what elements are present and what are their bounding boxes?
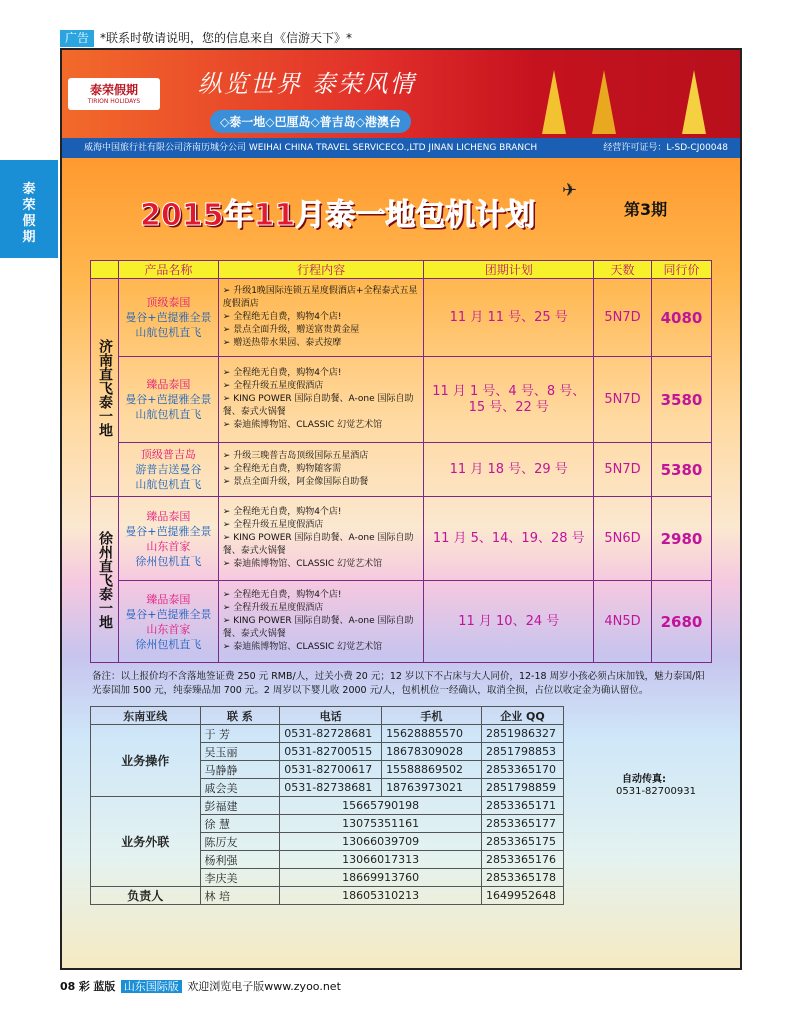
contact-qq: 2853365170	[481, 761, 563, 779]
airplane-icon: ✈	[562, 180, 578, 201]
side-tab-char: 泰	[22, 182, 36, 197]
contact-name: 吴玉丽	[200, 743, 280, 761]
city-label: 徐州直飞泰一地	[91, 497, 119, 663]
table-row	[91, 725, 564, 743]
product-line: 曼谷+芭提雅全景	[125, 311, 212, 324]
product-line: 山航包机直飞	[135, 408, 202, 421]
logo-subtext: TIRION HOLIDAYS	[87, 98, 141, 105]
ad-label: 广告	[60, 30, 94, 47]
schedule: 11 月 18 号、29 号	[424, 443, 594, 497]
blue-label: 蓝版	[93, 980, 116, 993]
table-row	[91, 357, 712, 443]
contact-mobile: 13066017313	[280, 851, 482, 869]
contact-qq: 1649952648	[481, 887, 563, 905]
destinations: ◇泰一地◇巴厘岛◇普吉岛◇港澳台	[210, 110, 411, 133]
contact-name: 彭福建	[200, 797, 280, 815]
itinerary-item: ➢ 全程绝无自费，购物随客需	[223, 463, 420, 476]
contacts-table	[90, 706, 564, 905]
temple-icon	[542, 70, 566, 134]
page-title: 2015年11月泰一地包机计划	[140, 198, 536, 233]
product-line: 徐州包机直飞	[135, 554, 202, 568]
contact-qq: 2851798853	[481, 743, 563, 761]
itinerary-item: ➢ 全程绝无自费，购物4个店!	[223, 311, 420, 324]
color-label: 彩	[78, 980, 90, 993]
table-header	[91, 261, 712, 279]
contact-mobile: 15628885570	[382, 725, 482, 743]
product-line: 曼谷+芭提雅全景	[125, 524, 212, 538]
price: 2980	[652, 497, 712, 581]
contact-qq: 2851798859	[481, 779, 563, 797]
contact-qq: 2853365171	[481, 797, 563, 815]
contact-qq: 2853365177	[481, 815, 563, 833]
contact-tel: 0531-82700617	[280, 761, 382, 779]
product-line: 山航包机直飞	[135, 326, 202, 339]
itinerary-item: ➢ 泰迪熊博物馆、CLASSIC 幻觉艺术馆	[223, 641, 420, 654]
price: 5380	[652, 443, 712, 497]
edition-label: 山东国际版	[121, 980, 182, 993]
contact-qq: 2853365176	[481, 851, 563, 869]
contact-mobile: 15665790198	[280, 797, 482, 815]
side-tab-char: 假	[22, 214, 36, 229]
header-cell: 手机	[382, 707, 482, 725]
side-tab-char: 期	[22, 230, 36, 245]
contact-name: 马静静	[200, 761, 280, 779]
contact-mobile: 18678309028	[382, 743, 482, 761]
itinerary-item: ➢ 全程绝无自费，购物4个店!	[223, 367, 420, 380]
page-number: 08	[60, 980, 76, 993]
product-line: 顶级泰国	[146, 296, 191, 309]
city-label: 济南直飞泰一地	[91, 279, 119, 497]
days: 4N5D	[594, 581, 652, 663]
schedule: 11 月 5、14、19、28 号	[424, 497, 594, 581]
banner	[62, 50, 740, 138]
side-tab-char: 荣	[22, 198, 36, 213]
product-name	[118, 581, 218, 663]
header-cell: 产品名称	[118, 261, 218, 279]
agency-bar	[62, 138, 740, 158]
itinerary-item: ➢ 泰迪熊博物馆、CLASSIC 幻觉艺术馆	[223, 419, 420, 432]
side-tab	[0, 160, 58, 258]
slogan: 纵览世界 泰荣风情	[198, 70, 416, 98]
agency-name: 威海中国旅行社有限公司济南历城分公司 WEIHAI CHINA TRAVEL SERVICECO.,LTD JINAN LICHENG BRANCH	[84, 143, 538, 153]
contact-name: 杨利强	[200, 851, 280, 869]
fax-number: 0531-82700931	[616, 786, 696, 797]
ad-page	[60, 48, 742, 970]
price: 3580	[652, 357, 712, 443]
product-line: 山东首家	[146, 622, 191, 636]
itinerary	[218, 581, 424, 663]
product-line: 曼谷+芭提雅全景	[125, 393, 212, 406]
itinerary-item: ➢ 升级三晚普吉岛顶级国际五星酒店	[223, 450, 420, 463]
schedule: 11 月 1 号、4 号、8 号、15 号、22 号	[424, 357, 594, 443]
days: 5N7D	[594, 279, 652, 357]
itinerary-item: ➢ 泰迪熊博物馆、CLASSIC 幻觉艺术馆	[223, 558, 420, 571]
section-label: 负责人	[91, 887, 201, 905]
contact-name: 李庆美	[200, 869, 280, 887]
contact-mobile: 18669913760	[280, 869, 482, 887]
section-label: 业务操作	[91, 725, 201, 797]
price: 4080	[652, 279, 712, 357]
itinerary	[218, 443, 424, 497]
table-row	[91, 279, 712, 357]
contact-mobile: 13066039709	[280, 833, 482, 851]
itinerary-item: ➢ 全程绝无自费，购物4个店!	[223, 506, 420, 519]
table-row	[91, 443, 712, 497]
days: 5N7D	[594, 357, 652, 443]
table-row	[91, 797, 564, 815]
contact-tel: 0531-82738681	[280, 779, 382, 797]
section-label: 业务外联	[91, 797, 201, 887]
itinerary-item: ➢ 全程升级五星度假酒店	[223, 380, 420, 393]
contact-name: 于 芳	[200, 725, 280, 743]
fax-label: 自动传真:	[622, 774, 666, 785]
itinerary-item: ➢ KING POWER 国际自助餐、A-one 国际自助餐、泰式火锅餐	[223, 615, 420, 641]
product-line: 曼谷+芭提雅全景	[125, 607, 212, 621]
itinerary	[218, 357, 424, 443]
product-line: 臻品泰国	[146, 592, 191, 606]
product-line: 顶级普吉岛	[140, 448, 196, 461]
table-row	[91, 497, 712, 581]
product-name	[118, 279, 218, 357]
contact-mobile: 18605310213	[280, 887, 482, 905]
contact-mobile: 13075351161	[280, 815, 482, 833]
itinerary-item: ➢ 全程升级五星度假酒店	[223, 602, 420, 615]
table-row	[91, 887, 564, 905]
header-cell: 天数	[594, 261, 652, 279]
table-row	[91, 581, 712, 663]
header-cell: 团期计划	[424, 261, 594, 279]
contact-name: 林 培	[200, 887, 280, 905]
contact-mobile: 15588869502	[382, 761, 482, 779]
logo-text: 泰荣假期	[89, 83, 138, 97]
contact-mobile: 18763973021	[382, 779, 482, 797]
temple-icon	[682, 70, 706, 134]
price: 2680	[652, 581, 712, 663]
itinerary-item: ➢ KING POWER 国际自助餐、A-one 国际自助餐、泰式火锅餐	[223, 532, 420, 558]
itinerary-item: ➢ KING POWER 国际自助餐、A-one 国际自助餐、泰式火锅餐	[223, 393, 420, 419]
product-line: 臻品泰国	[146, 509, 191, 523]
itinerary-item: ➢ 全程绝无自费，购物4个店!	[223, 589, 420, 602]
tour-table	[90, 260, 712, 663]
itinerary	[218, 279, 424, 357]
itinerary-item: ➢ 全程升级五星度假酒店	[223, 519, 420, 532]
header-cell: 东南亚线	[91, 707, 201, 725]
header-cell: 同行价	[652, 261, 712, 279]
itinerary-item: ➢ 升级1晚国际连锁五星度假酒店+全程泰式五星度假酒店	[223, 285, 420, 311]
contact-qq: 2851986327	[481, 725, 563, 743]
contact-name: 戚会美	[200, 779, 280, 797]
website-link[interactable]: 欢迎浏览电子版www.zyoo.net	[187, 980, 341, 993]
footer	[60, 976, 742, 998]
product-line: 山航包机直飞	[135, 478, 202, 491]
product-line: 游普吉送曼谷	[135, 463, 202, 476]
contact-qq: 2853365175	[481, 833, 563, 851]
contact-tel: 0531-82728681	[280, 725, 382, 743]
temple-icon	[592, 70, 616, 134]
header-cell: 企业 QQ	[481, 707, 563, 725]
license-number: 经营许可证号：L-SD-CJ00048	[603, 143, 728, 153]
contact-name: 陈厉友	[200, 833, 280, 851]
schedule: 11 月 11 号、25 号	[424, 279, 594, 357]
header-cell: 行程内容	[218, 261, 424, 279]
product-name	[118, 357, 218, 443]
product-line: 徐州包机直飞	[135, 637, 202, 651]
header-cell: 电话	[280, 707, 382, 725]
issue-label: 第3期	[624, 200, 668, 219]
notes: 备注：以上报价均不含落地签证费 250 元 RMB/人，过关小费 20 元；12 岁以下不占床与大人同价，12-18 周岁小孩必须占床加钱，魅力泰国/阳光泰国加 500 元，纯泰臻品加 700 元。2 周岁以下婴儿收 2000 元/人，包机机位一经确认，取消全损，占位以收定金为确认留位。	[92, 671, 705, 696]
product-name	[118, 497, 218, 581]
days: 5N6D	[594, 497, 652, 581]
itinerary-item: ➢ 赠送热带水果园、泰式按摩	[223, 337, 420, 350]
contacts-header	[91, 707, 564, 725]
schedule: 11 月 10、24 号	[424, 581, 594, 663]
contact-name: 徐 慧	[200, 815, 280, 833]
itinerary-item: ➢ 景点全面升级，阿金像国际自助餐	[223, 476, 420, 489]
product-line: 臻品泰国	[146, 378, 191, 391]
itinerary-item: ➢ 景点全面升级，赠送富贵黄金屋	[223, 324, 420, 337]
days: 5N7D	[594, 443, 652, 497]
logo	[68, 78, 160, 110]
product-name	[118, 443, 218, 497]
contact-tel: 0531-82700515	[280, 743, 382, 761]
product-line: 山东首家	[146, 539, 191, 553]
ad-note: *联系时敬请说明，您的信息来自《信游天下》*	[100, 31, 353, 45]
contact-qq: 2853365178	[481, 869, 563, 887]
header-cell: 联 系	[200, 707, 280, 725]
itinerary	[218, 497, 424, 581]
top-bar	[0, 0, 800, 48]
